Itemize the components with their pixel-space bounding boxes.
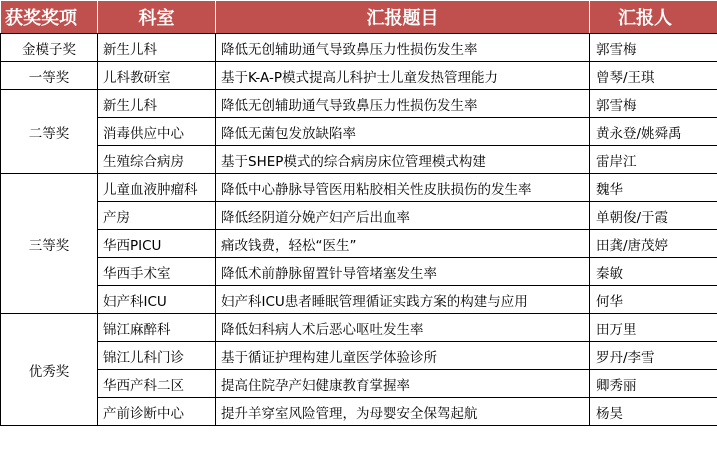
topic-cell: 降低无菌包发放缺陷率 <box>216 118 590 146</box>
presenter-cell: 杨昊 <box>590 398 717 426</box>
header-row <box>1 1 717 34</box>
header-topic: 汇报题目 <box>216 1 590 34</box>
presenter-cell: 郭雪梅 <box>590 34 717 62</box>
table-row <box>1 118 717 146</box>
dept-cell: 新生儿科 <box>98 34 216 62</box>
presenter-cell: 罗丹/李雪 <box>590 342 717 370</box>
topic-cell: 痛改钱费，轻松“医生” <box>216 230 590 258</box>
table-row <box>1 314 717 342</box>
presenter-cell: 黄永登/姚舜禹 <box>590 118 717 146</box>
table-row <box>1 174 717 202</box>
topic-cell: 提高住院孕产妇健康教育掌握率 <box>216 370 590 398</box>
presenter-cell: 田万里 <box>590 314 717 342</box>
table-row <box>1 398 717 426</box>
topic-cell: 妇产科ICU患者睡眠管理循证实践方案的构建与应用 <box>216 286 590 314</box>
dept-cell: 生殖综合病房 <box>98 146 216 174</box>
award-cell: 二等奖 <box>1 90 98 174</box>
header-award: 获奖奖项 <box>1 1 98 34</box>
presenter-cell: 秦敏 <box>590 258 717 286</box>
dept-cell: 新生儿科 <box>98 90 216 118</box>
topic-cell: 降低术前静脉留置针导管堵塞发生率 <box>216 258 590 286</box>
award-cell: 金模子奖 <box>1 34 98 62</box>
topic-cell: 降低无创辅助通气导致鼻压力性损伤发生率 <box>216 90 590 118</box>
header-presenter: 汇报人 <box>590 1 717 34</box>
topic-cell: 降低妇科病人术后恶心呕吐发生率 <box>216 314 590 342</box>
award-cell: 优秀奖 <box>1 314 98 426</box>
award-cell: 三等奖 <box>1 174 98 314</box>
table-row <box>1 90 717 118</box>
table-row <box>1 342 717 370</box>
dept-cell: 锦江麻醉科 <box>98 314 216 342</box>
presenter-cell: 田龚/唐茂婷 <box>590 230 717 258</box>
topic-cell: 降低无创辅助通气导致鼻压力性损伤发生率 <box>216 34 590 62</box>
presenter-cell: 曾琴/王琪 <box>590 62 717 90</box>
table-row <box>1 258 717 286</box>
dept-cell: 妇产科ICU <box>98 286 216 314</box>
dept-cell: 华西PICU <box>98 230 216 258</box>
topic-cell: 基于SHEP模式的综合病房床位管理模式构建 <box>216 146 590 174</box>
dept-cell: 产前诊断中心 <box>98 398 216 426</box>
dept-cell: 产房 <box>98 202 216 230</box>
dept-cell: 儿童血液肿瘤科 <box>98 174 216 202</box>
table-row <box>1 146 717 174</box>
dept-cell: 消毒供应中心 <box>98 118 216 146</box>
presenter-cell: 单朝俊/于霞 <box>590 202 717 230</box>
table-row <box>1 230 717 258</box>
topic-cell: 降低中心静脉导管医用粘胶相关性皮肤损伤的发生率 <box>216 174 590 202</box>
table-row <box>1 286 717 314</box>
topic-cell: 基于K-A-P模式提高儿科护士儿童发热管理能力 <box>216 62 590 90</box>
presenter-cell: 何华 <box>590 286 717 314</box>
header-dept: 科室 <box>98 1 216 34</box>
topic-cell: 基于循证护理构建儿童医学体验诊所 <box>216 342 590 370</box>
presenter-cell: 卿秀丽 <box>590 370 717 398</box>
table-row <box>1 370 717 398</box>
dept-cell: 锦江儿科门诊 <box>98 342 216 370</box>
table-row <box>1 34 717 62</box>
dept-cell: 儿科教研室 <box>98 62 216 90</box>
presenter-cell: 雷岸江 <box>590 146 717 174</box>
table-row <box>1 202 717 230</box>
presenter-cell: 魏华 <box>590 174 717 202</box>
topic-cell: 提升羊穿室风险管理，为母婴安全保驾起航 <box>216 398 590 426</box>
table-row <box>1 62 717 90</box>
presenter-cell: 郭雪梅 <box>590 90 717 118</box>
dept-cell: 华西产科二区 <box>98 370 216 398</box>
dept-cell: 华西手术室 <box>98 258 216 286</box>
topic-cell: 降低经阴道分娩产妇产后出血率 <box>216 202 590 230</box>
award-cell: 一等奖 <box>1 62 98 90</box>
